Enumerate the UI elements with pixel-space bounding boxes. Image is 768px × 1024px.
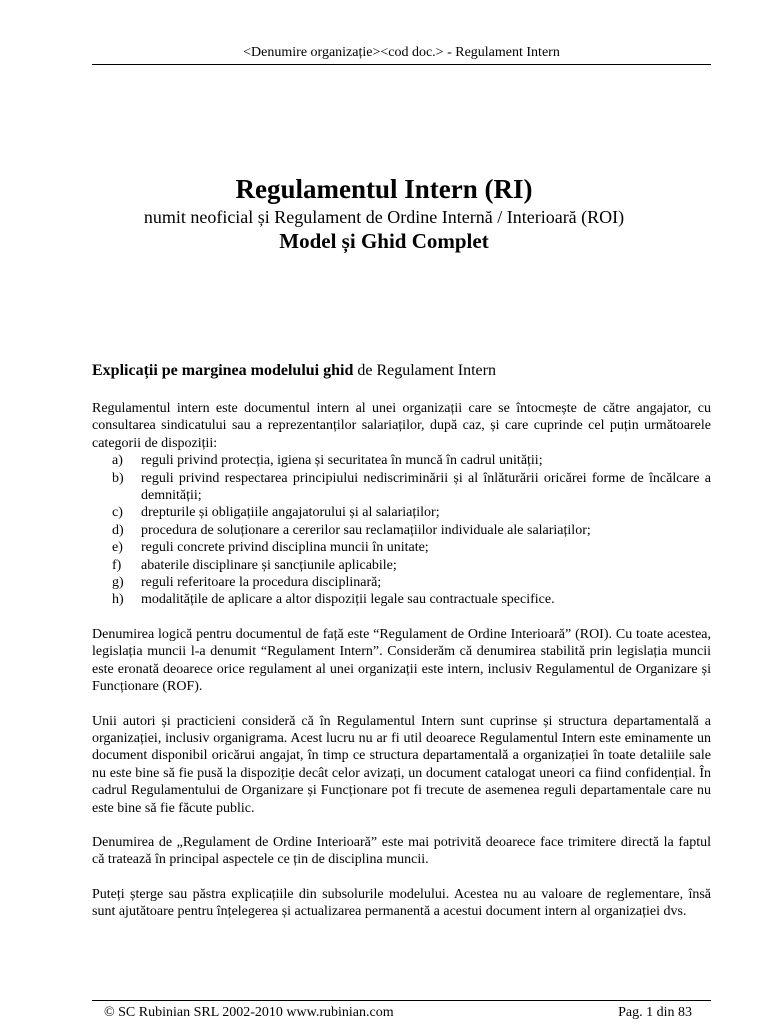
- list-item-letter: b): [112, 470, 124, 486]
- list-item-letter: e): [112, 540, 123, 556]
- list-item: [92, 470, 711, 505]
- list-item-text: drepturile și obligațiile angajatorului și al salariaților;: [141, 505, 440, 521]
- paragraph-explanations: Puteți șterge sau păstra explicațiile din subsolurile modelului. Acestea nu au valoare de reglementare, însă sunt ajutătoare pentru înțelegerea și actualizarea permanentă a acestui document intern al organizației dvs.: [92, 886, 711, 920]
- document-subtitle: numit neoficial și Regulament de Ordine Internă / Interioară (ROI): [143, 207, 625, 227]
- list-item: [92, 557, 711, 574]
- footer-copyright: © SC Rubinian SRL 2002-2010 www.rubinian.com: [104, 1005, 394, 1020]
- list-item-letter: a): [112, 453, 123, 469]
- provisions-list: [92, 452, 711, 609]
- main-content: [92, 360, 711, 938]
- list-item-letter: d): [112, 522, 124, 538]
- list-item-letter: g): [112, 575, 124, 591]
- list-item: [92, 539, 711, 556]
- header-divider: [92, 64, 711, 65]
- document-secondary-title: Model și Ghid Complet: [279, 229, 489, 253]
- list-item-text: abaterile disciplinare și sancțiunile aplicabile;: [141, 557, 397, 573]
- paragraph-structure: Unii autori și practicieni consideră că în Regulamentul Intern sunt cuprinse și structura departamentală a organizației, inclusiv organigrama. Acest lucru nu ar fi util deoarece Regulamentul Intern este eminamente un document disponibil oricărui angajat, în timp ce structura departamentală a organizației în toate detaliile sale nu este bine să fie pusă la dispoziție decât celor avizați, un document catalogat uneori ca fiind confidențial. În cadrul Regulamentului de Organizare și Funcționare pot fi trecute de asemenea reguli departamentale care nu este bine să fie făcute public.: [92, 713, 711, 816]
- list-item-text: reguli referitoare la procedura disciplinară;: [141, 575, 382, 591]
- list-item-text: reguli privind protecția, igiena și securitatea în muncă în cadrul unității;: [141, 453, 543, 469]
- page-header: <Denumire organizație><cod doc.> - Regulament Intern: [243, 45, 560, 60]
- intro-paragraph: Regulamentul intern este documentul intern al unei organizații care se întocmește de către angajator, cu consultarea sindicatului sau a reprezentanților salariaților, după caz, și care cuprinde cel puțin următoarele categorii de dispoziții:: [92, 401, 711, 451]
- section-heading-bold: Explicații pe marginea modelului ghid: [92, 362, 354, 379]
- list-item-text: reguli privind respectarea principiului nediscriminării și al înlăturării oricărei forme de încălcare a demnității;: [141, 470, 711, 504]
- list-item-letter: h): [112, 592, 124, 608]
- list-item: [92, 452, 711, 469]
- list-item-text: modalitățile de aplicare a altor dispoziții legale sau contractuale specifice.: [141, 592, 555, 608]
- section-heading: [92, 360, 711, 382]
- list-item: [92, 504, 711, 521]
- list-item-text: reguli concrete privind disciplina muncii în unitate;: [141, 540, 429, 556]
- list-item-letter: f): [112, 557, 122, 573]
- list-item-letter: c): [112, 505, 123, 521]
- list-item: [92, 574, 711, 591]
- title-block: [0, 172, 768, 254]
- list-item-text: procedura de soluționare a cererilor sau reclamațiilor individuale ale salariaților;: [141, 522, 591, 538]
- page-number: Pag. 1 din 83: [618, 1005, 692, 1020]
- paragraph-naming: Denumirea logică pentru documentul de față este “Regulament de Ordine Interioară” (ROI). Cu toate acestea, legislația muncii l-a denumit “Regulament Intern”. Considerăm că denumirea stabilită prin legislația muncii este eronată deoarece orice regulament al unei organizații este intern, inclusiv Regulamentul de Organizare și Funcționare (ROF).: [92, 626, 711, 695]
- document-title: Regulamentul Intern (RI): [235, 174, 533, 204]
- list-item: [92, 591, 711, 608]
- list-item: [92, 522, 711, 539]
- section-heading-rest: de Regulament Intern: [353, 362, 496, 379]
- paragraph-roi: Denumirea de „Regulament de Ordine Interioară” este mai potrivită deoarece face trimitere directă la faptul că tratează în principal aspectele ce țin de disciplina muncii.: [92, 834, 711, 868]
- footer-divider: [92, 1000, 711, 1001]
